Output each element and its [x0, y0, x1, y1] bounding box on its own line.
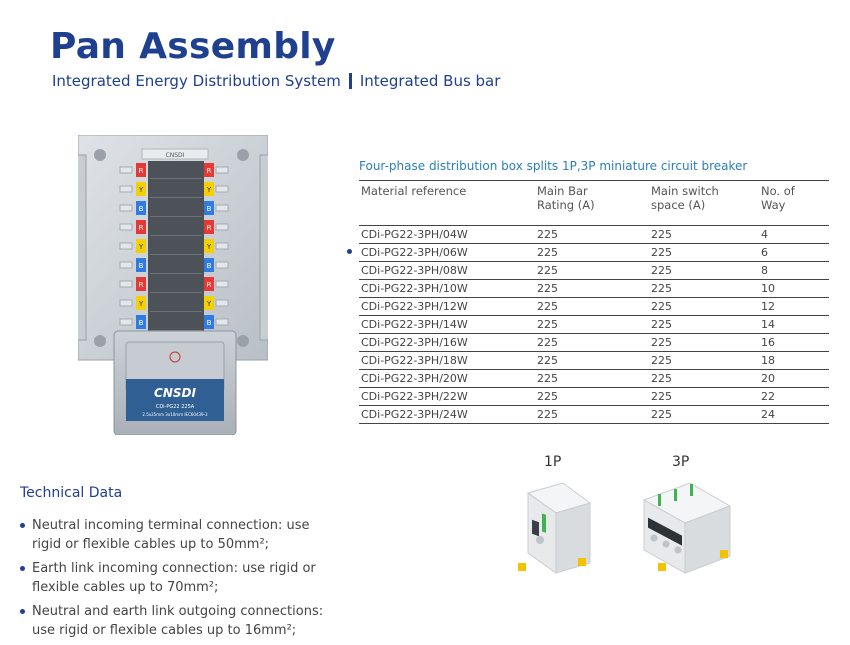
cell-no-way: 4: [761, 228, 768, 241]
cell-main-bar: 225: [537, 354, 558, 367]
cell-no-way: 24: [761, 408, 775, 421]
header-main-bar: Main Bar Rating (A): [537, 184, 595, 212]
terminal-screw: [216, 281, 228, 287]
table-row: [359, 244, 829, 262]
phase-letter: R: [206, 224, 212, 232]
cell-no-way: 12: [761, 300, 775, 313]
cell-material: CDi-PG22-3PH/06W: [361, 246, 468, 259]
terminal-screw: [120, 243, 132, 249]
cell-no-way: 16: [761, 336, 775, 349]
technical-data-text: Earth link incoming connection: use rigid or flexible cables up to 70mm²;: [32, 561, 316, 595]
busbar-divider: [150, 178, 202, 179]
cell-main-switch: 225: [651, 372, 672, 385]
cell-main-bar: 225: [537, 372, 558, 385]
cell-main-bar: 225: [537, 300, 558, 313]
table-row: [359, 226, 829, 244]
cell-material: CDi-PG22-3PH/20W: [361, 372, 468, 385]
cell-main-bar: 225: [537, 228, 558, 241]
phase-letter: R: [138, 281, 144, 289]
terminal-screw: [216, 300, 228, 306]
header-main-switch: Main switch space (A): [651, 184, 719, 212]
phase-letter: B: [138, 205, 144, 213]
table-row: [359, 406, 829, 424]
terminal-screw: [120, 186, 132, 192]
plate-brand-text: CNSDI: [165, 152, 185, 159]
busbar-divider: [150, 254, 202, 255]
cell-main-switch: 225: [651, 264, 672, 277]
terminal-screw: [120, 167, 132, 173]
cell-no-way: 20: [761, 372, 775, 385]
breaker-3p-label: 3P: [672, 454, 690, 470]
phase-letter: Y: [206, 243, 212, 251]
cell-main-switch: 225: [651, 282, 672, 295]
subtitle-left: Integrated Energy Distribution System: [52, 72, 341, 90]
cell-no-way: 14: [761, 318, 775, 331]
bullet-dot: [20, 566, 25, 571]
terminal-screw: [216, 262, 228, 268]
row-marker-dot: [347, 249, 352, 254]
terminal-screw: [216, 319, 228, 325]
product-model-text: CDi-PG22 225A: [155, 404, 195, 410]
table-row: [359, 370, 829, 388]
cell-main-switch: 225: [651, 228, 672, 241]
cell-main-bar: 225: [537, 282, 558, 295]
phase-letter: B: [138, 262, 144, 270]
phase-letter: Y: [138, 243, 144, 251]
cell-material: CDi-PG22-3PH/10W: [361, 282, 468, 295]
cell-main-bar: 225: [537, 264, 558, 277]
subtitle-right: Integrated Bus bar: [359, 72, 501, 90]
terminal-screw: [120, 205, 132, 211]
cell-main-switch: 225: [651, 246, 672, 259]
product-spec-text: 2.5x25mm 3x10mm IEC60439-3: [142, 412, 208, 417]
table-caption: Four-phase distribution box splits 1P,3P miniature circuit breaker: [359, 159, 748, 173]
terminal-screw: [216, 224, 228, 230]
technical-data-list: [20, 516, 330, 645]
phase-letter: B: [206, 319, 212, 327]
cell-main-switch: 225: [651, 390, 672, 403]
breaker-1p-label: 1P: [544, 454, 562, 470]
table-row: [359, 262, 829, 280]
cell-material: CDi-PG22-3PH/22W: [361, 390, 468, 403]
technical-data-item: [20, 516, 330, 554]
phase-letter: R: [138, 167, 144, 175]
header-material: Material reference: [361, 184, 467, 198]
terminal-screw: [120, 262, 132, 268]
terminal-screw: [216, 186, 228, 192]
technical-data-text: Neutral and earth link outgoing connections: use rigid or flexible cables up to 16mm²;: [32, 604, 324, 638]
cell-material: CDi-PG22-3PH/14W: [361, 318, 468, 331]
busbar-divider: [150, 273, 202, 274]
cell-main-switch: 225: [651, 408, 672, 421]
phase-letter: R: [138, 224, 144, 232]
cell-main-bar: 225: [537, 318, 558, 331]
cell-main-switch: 225: [651, 318, 672, 331]
phase-letter: Y: [138, 186, 144, 194]
terminal-screw: [216, 205, 228, 211]
technical-data-title: Technical Data: [20, 485, 123, 501]
terminal-screw: [216, 167, 228, 173]
terminal-screw: [120, 224, 132, 230]
phase-letter: R: [206, 167, 212, 175]
phase-letter: Y: [138, 300, 144, 308]
terminal-screw: [120, 281, 132, 287]
terminal-screw: [120, 300, 132, 306]
technical-data-item: [20, 602, 330, 640]
phase-letter: B: [206, 262, 212, 270]
breaker-3p-image: [630, 478, 740, 578]
phase-letter: Y: [206, 300, 212, 308]
technical-data-item: [20, 559, 330, 597]
busbar-divider: [150, 197, 202, 198]
cell-main-bar: 225: [537, 336, 558, 349]
busbar-divider: [150, 292, 202, 293]
cell-no-way: 6: [761, 246, 768, 259]
cell-material: CDi-PG22-3PH/12W: [361, 300, 468, 313]
phase-letter: Y: [206, 186, 212, 194]
bullet-dot: [20, 523, 25, 528]
table-row: [359, 316, 829, 334]
cell-main-bar: 225: [537, 390, 558, 403]
phase-letter: R: [206, 281, 212, 289]
cell-no-way: 8: [761, 264, 768, 277]
cell-no-way: 18: [761, 354, 775, 367]
page-subtitle: [52, 72, 500, 90]
subtitle-divider: [349, 73, 352, 89]
table-row: [359, 280, 829, 298]
cell-material: CDi-PG22-3PH/24W: [361, 408, 468, 421]
phase-letter: B: [138, 319, 144, 327]
product-brand-text: CNSDI: [154, 386, 196, 400]
busbar-divider: [150, 235, 202, 236]
breaker-1p-image: [508, 478, 598, 578]
cell-main-bar: 225: [537, 408, 558, 421]
cell-main-switch: 225: [651, 354, 672, 367]
spec-table: [359, 180, 829, 424]
table-row: [359, 352, 829, 370]
busbar-divider: [150, 311, 202, 312]
terminal-screw: [120, 319, 132, 325]
cell-material: CDi-PG22-3PH/08W: [361, 264, 468, 277]
cell-no-way: 22: [761, 390, 775, 403]
cell-no-way: 10: [761, 282, 775, 295]
phase-letter: B: [206, 205, 212, 213]
technical-data-text: Neutral incoming terminal connection: use rigid or flexible cables up to 50mm²;: [32, 518, 310, 552]
table-row: [359, 298, 829, 316]
cell-main-switch: 225: [651, 336, 672, 349]
pan-assembly-image: [78, 135, 268, 435]
terminal-screw: [216, 243, 228, 249]
page-title: Pan Assembly: [50, 26, 336, 67]
bullet-dot: [20, 609, 25, 614]
cell-material: CDi-PG22-3PH/16W: [361, 336, 468, 349]
cell-material: CDi-PG22-3PH/18W: [361, 354, 468, 367]
header-no-way: No. of Way: [761, 184, 795, 212]
table-header: [359, 181, 829, 226]
cell-main-bar: 225: [537, 246, 558, 259]
table-body: [359, 226, 829, 424]
cell-material: CDi-PG22-3PH/04W: [361, 228, 468, 241]
table-row: [359, 334, 829, 352]
table-row: [359, 388, 829, 406]
cell-main-switch: 225: [651, 300, 672, 313]
busbar-divider: [150, 216, 202, 217]
